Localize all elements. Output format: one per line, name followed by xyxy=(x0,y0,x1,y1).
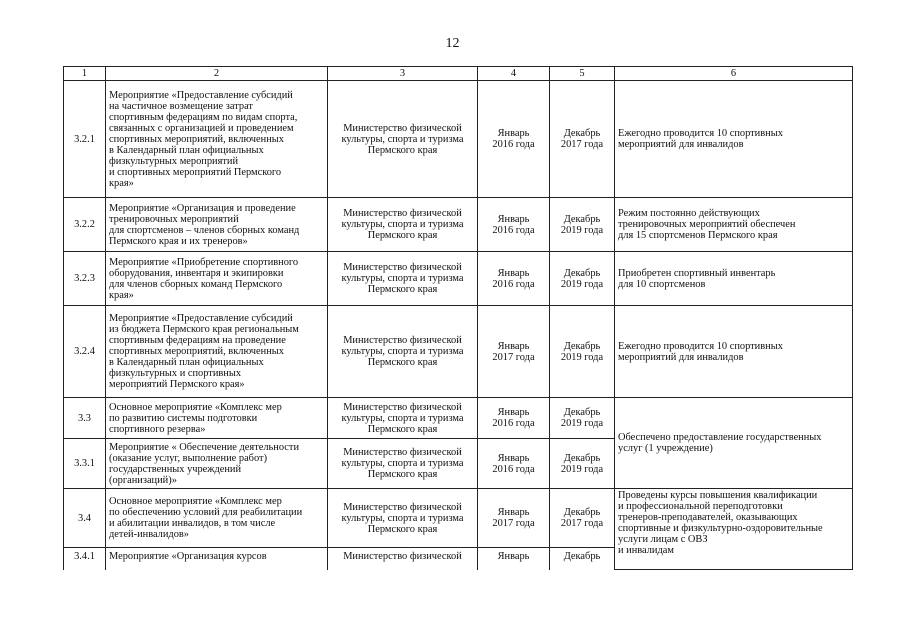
event-name-line: тренировочных мероприятий xyxy=(109,213,239,225)
result-line: услуг (1 учреждение) xyxy=(618,443,713,454)
end-date-line: 2019 года xyxy=(560,463,604,475)
event-name-line: государственных учреждений xyxy=(109,463,242,475)
header-row xyxy=(64,67,853,81)
start-date xyxy=(478,398,550,439)
end-date xyxy=(550,439,615,489)
event-name-line: мероприятий Пермского края» xyxy=(109,379,245,390)
event-name-line: в Календарный план официальных xyxy=(109,144,264,156)
start-date xyxy=(478,548,550,570)
executor-line: Министерство физической xyxy=(343,401,462,413)
end-date-line: Декабрь xyxy=(563,551,601,562)
event-name-line: спортивных мероприятий, включенных xyxy=(109,346,284,357)
executor xyxy=(328,81,478,198)
row-number: 3.3 xyxy=(64,398,106,439)
end-date xyxy=(550,398,615,439)
result xyxy=(615,252,853,306)
result xyxy=(615,81,853,198)
event-name-line: Мероприятие «Предоставление субсидий xyxy=(109,313,293,324)
start-date-line: Январь xyxy=(497,507,530,518)
event-name-line: Мероприятие « Обеспечение деятельности xyxy=(109,441,300,453)
column-header-5: 5 xyxy=(550,67,615,81)
start-date xyxy=(478,198,550,252)
event-name xyxy=(106,489,328,548)
executor xyxy=(328,439,478,489)
result-line: услуги лицам с ОВЗ xyxy=(618,534,708,545)
event-name-line: в Календарный план официальных xyxy=(109,357,264,368)
executor-line: культуры, спорта и туризма xyxy=(341,512,464,524)
executor-line: Пермского края xyxy=(367,230,438,241)
result-line: Обеспечено предоставление государственных xyxy=(618,432,822,443)
event-name-line: (оказание услуг, выполнение работ) xyxy=(109,452,268,464)
event-name-line: для членов сборных команд Пермского xyxy=(109,278,283,290)
executor xyxy=(328,198,478,252)
executor-line: Пермского края xyxy=(367,523,438,535)
table-row xyxy=(64,198,853,252)
event-name-line: спортивным федерациям по видам спорта, xyxy=(109,111,298,123)
start-date-line: 2016 года xyxy=(492,278,535,290)
start-date-line: Январь xyxy=(497,267,530,279)
start-date-line: 2016 года xyxy=(492,463,535,475)
executor-line: культуры, спорта и туризма xyxy=(341,219,464,230)
event-name-line: Мероприятие «Приобретение спортивного xyxy=(109,256,299,268)
table-row xyxy=(64,398,853,439)
event-name-line: Основное мероприятие «Комплекс мер xyxy=(109,496,282,507)
executor-line: Пермского края xyxy=(367,144,438,156)
end-date xyxy=(550,489,615,548)
event-name-line: Мероприятие «Организация курсов xyxy=(109,551,267,562)
result xyxy=(615,489,853,570)
event-name-line: Мероприятие «Организация и проведение xyxy=(109,202,296,214)
event-name-line: спортивным федерациям на проведение xyxy=(109,335,286,346)
result-line: Ежегодно проводится 10 спортивных xyxy=(618,340,783,352)
row-number: 3.4.1 xyxy=(64,548,106,570)
event-name-line: связанных с организацией и проведением xyxy=(109,122,294,134)
end-date-line: Декабрь xyxy=(563,452,601,464)
executor-line: Пермского края xyxy=(367,357,438,368)
executor-line: Министерство физической xyxy=(343,447,462,458)
column-header-4: 4 xyxy=(478,67,550,81)
result-line: Проведены курсы повышения квалификации xyxy=(618,490,818,501)
event-name xyxy=(106,548,328,570)
event-name xyxy=(106,306,328,398)
column-header-1: 1 xyxy=(64,67,106,81)
row-number: 3.2.4 xyxy=(64,306,106,398)
event-name-line: физкультурных и спортивных xyxy=(109,368,242,379)
start-date-line: 2017 года xyxy=(492,518,535,529)
executor xyxy=(328,489,478,548)
event-name-line: по обеспечению условий для реабилитации xyxy=(109,507,303,518)
row-number: 3.3.1 xyxy=(64,439,106,489)
start-date xyxy=(478,306,550,398)
event-name-line: детей-инвалидов» xyxy=(109,529,189,540)
executor-line: Министерство физической xyxy=(343,335,462,346)
start-date xyxy=(478,489,550,548)
column-header-6: 6 xyxy=(615,67,853,81)
executor-line: культуры, спорта и туризма xyxy=(341,458,464,469)
executor-line: Пермского края xyxy=(367,469,438,480)
row-number: 3.4 xyxy=(64,489,106,548)
end-date xyxy=(550,252,615,306)
end-date-line: Декабрь xyxy=(563,267,601,279)
event-name xyxy=(106,81,328,198)
end-date xyxy=(550,548,615,570)
result-line: Режим постоянно действующих xyxy=(618,208,760,219)
event-name xyxy=(106,439,328,489)
event-name-line: и спортивных мероприятий Пермского xyxy=(109,166,282,178)
end-date-line: Декабрь xyxy=(563,407,601,418)
event-name-line: спортивного резерва» xyxy=(109,423,206,435)
end-date xyxy=(550,81,615,198)
start-date-line: Январь xyxy=(497,407,530,418)
event-name xyxy=(106,252,328,306)
end-date-line: 2019 года xyxy=(560,224,604,236)
start-date-line: Январь xyxy=(497,452,530,464)
result-line: для 15 спортсменов Пермского края xyxy=(618,230,778,241)
result-line: Ежегодно проводится 10 спортивных xyxy=(618,128,783,139)
event-name-line: края» xyxy=(109,177,134,189)
end-date-line: Декабрь xyxy=(563,507,601,518)
result-line: и профессиональной переподготовки xyxy=(618,501,783,512)
executor-line: Министерство физической xyxy=(343,122,462,134)
table-row xyxy=(64,252,853,306)
end-date-line: 2019 года xyxy=(560,278,604,290)
start-date-line: Январь xyxy=(497,340,530,352)
end-date-line: Декабрь xyxy=(563,340,601,352)
event-name-line: Основное мероприятие «Комплекс мер xyxy=(109,401,282,413)
end-date-line: Декабрь xyxy=(563,128,601,139)
result xyxy=(615,306,853,398)
event-name-line: края» xyxy=(109,289,134,301)
end-date xyxy=(550,198,615,252)
end-date-line: Декабрь xyxy=(563,213,601,225)
end-date-line: 2017 года xyxy=(560,518,604,529)
start-date-line: Январь xyxy=(497,213,530,225)
start-date xyxy=(478,252,550,306)
result-line: тренировочных мероприятий обеспечен xyxy=(618,219,796,230)
executor xyxy=(328,398,478,439)
result-line: спортивные и физкультурно-оздоровительные xyxy=(618,523,823,534)
executor-line: культуры, спорта и туризма xyxy=(341,412,464,424)
result xyxy=(615,198,853,252)
start-date-line: 2016 года xyxy=(492,139,535,150)
event-name-line: по развитию системы подготовки xyxy=(109,412,258,424)
start-date-line: 2016 года xyxy=(492,418,535,429)
column-header-3: 3 xyxy=(328,67,478,81)
end-date-line: 2017 года xyxy=(560,139,604,150)
result-line: мероприятий для инвалидов xyxy=(618,351,744,363)
event-name xyxy=(106,198,328,252)
event-name-line: оборудования, инвентаря и экипировки xyxy=(109,267,284,279)
executor-line: Пермского края xyxy=(367,423,438,435)
executor-line: Пермского края xyxy=(367,284,438,295)
result-line: мероприятий для инвалидов xyxy=(618,139,744,150)
event-name-line: для спортсменов – членов сборных команд xyxy=(109,224,300,236)
event-name-line: и абилитации инвалидов, в том числе xyxy=(109,518,276,529)
start-date-line: Январь xyxy=(497,551,530,562)
start-date-line: 2017 года xyxy=(492,351,535,363)
end-date-line: 2019 года xyxy=(560,351,604,363)
executor-line: Министерство физической xyxy=(343,501,462,513)
executor-line: Министерство физической xyxy=(343,551,462,562)
event-name-line: спортивных мероприятий, включенных xyxy=(109,133,284,145)
event-name-line: физкультурных мероприятий xyxy=(109,155,239,167)
result-line: и инвалидам xyxy=(618,545,674,556)
start-date-line: 2016 года xyxy=(492,224,535,236)
executor xyxy=(328,306,478,398)
end-date xyxy=(550,306,615,398)
start-date xyxy=(478,81,550,198)
result-line: Приобретен спортивный инвентарь xyxy=(618,267,776,279)
start-date-line: Январь xyxy=(497,128,530,139)
event-name-line: (организаций)» xyxy=(109,474,177,486)
end-date-line: 2019 года xyxy=(560,418,604,429)
executor xyxy=(328,548,478,570)
executor-line: культуры, спорта и туризма xyxy=(341,346,464,357)
event-name-line: Мероприятие «Предоставление субсидий xyxy=(109,89,293,101)
row-number: 3.2.3 xyxy=(64,252,106,306)
table-row xyxy=(64,81,853,198)
table-row xyxy=(64,489,853,548)
column-header-2: 2 xyxy=(106,67,328,81)
executor-line: Министерство физической xyxy=(343,208,462,219)
row-number: 3.2.1 xyxy=(64,81,106,198)
executor-line: культуры, спорта и туризма xyxy=(341,133,464,145)
event-name xyxy=(106,398,328,439)
result-merged xyxy=(615,398,853,489)
start-date xyxy=(478,439,550,489)
event-name-line: Пермского края и их тренеров» xyxy=(109,235,248,247)
executor-line: Министерство физической xyxy=(343,262,462,273)
executor-line: культуры, спорта и туризма xyxy=(341,273,464,284)
table-row xyxy=(64,306,853,398)
row-number: 3.2.2 xyxy=(64,198,106,252)
event-name-line: из бюджета Пермского края региональным xyxy=(109,324,299,335)
result-line: для 10 спортсменов xyxy=(618,278,706,290)
program-table xyxy=(63,66,853,570)
result-line: тренеров-преподавателей, оказывающих xyxy=(618,512,798,523)
event-name-line: на частичное возмещение затрат xyxy=(109,100,253,112)
page-number: 12 xyxy=(445,36,460,51)
executor xyxy=(328,252,478,306)
